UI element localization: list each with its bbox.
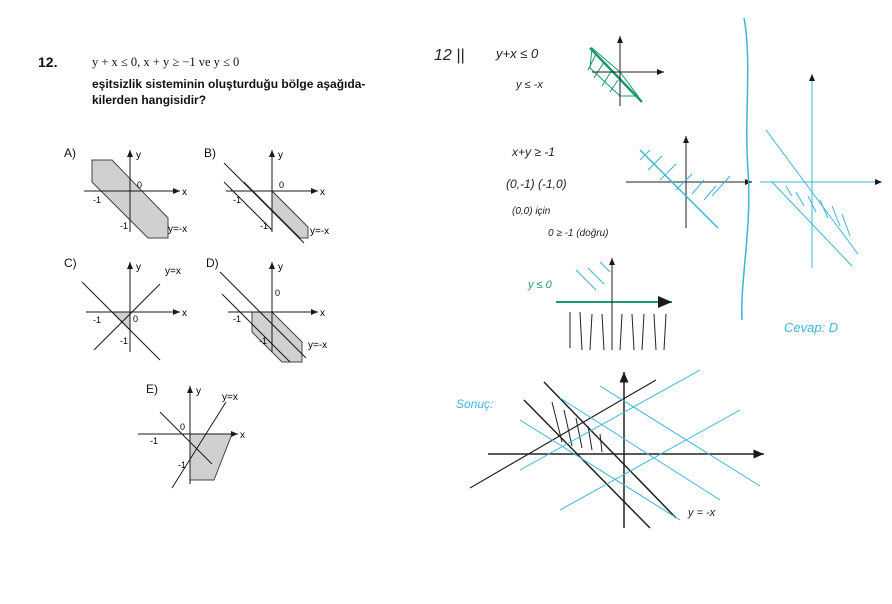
svg-text:y=x: y=x (165, 266, 181, 277)
note-ineq1: y+x ≤ 0 (496, 46, 539, 61)
note-points: (0,-1) (-1,0) (506, 177, 567, 191)
svg-text:0: 0 (133, 314, 139, 324)
option-e-graph (138, 386, 245, 488)
option-c-label[interactable]: C) (64, 256, 77, 270)
svg-text:-1: -1 (150, 436, 159, 446)
option-d-label[interactable]: D) (206, 256, 219, 270)
svg-text:0: 0 (279, 180, 285, 190)
option-b-label[interactable]: B) (204, 146, 216, 160)
svg-text:x: x (320, 187, 325, 198)
note-ineq1b: y ≤ -x (516, 79, 543, 91)
option-d-graph (220, 262, 327, 362)
line-label: y=-x (168, 224, 188, 235)
svg-text:y: y (278, 150, 283, 161)
svg-text:y: y (278, 262, 283, 273)
note-test1: (0,0) için (512, 206, 551, 217)
option-b-graph (224, 150, 329, 243)
handwritten-solution (434, 18, 882, 528)
svg-text:0: 0 (137, 180, 143, 190)
svg-text:-1: -1 (120, 221, 129, 231)
note-answer: Cevap: D (784, 320, 839, 335)
svg-text:y=-x: y=-x (310, 226, 330, 237)
option-c-graph (82, 262, 187, 360)
axis-y-label: y (136, 150, 141, 161)
svg-text:-1: -1 (260, 221, 269, 231)
question-number: 12. (38, 54, 58, 70)
question-text: eşitsizlik sisteminin oluşturduğu bölge aşağıda-kilerden hangisidir? (92, 77, 366, 107)
svg-text:-1: -1 (93, 315, 102, 325)
svg-text:-1: -1 (233, 314, 242, 324)
note-line-label: y = -x (688, 507, 716, 519)
option-a-graph (84, 150, 187, 238)
svg-text:y: y (136, 262, 141, 273)
svg-text:x: x (182, 308, 187, 319)
svg-text:y: y (196, 386, 201, 397)
svg-text:-1: -1 (178, 460, 187, 470)
svg-text:-1: -1 (233, 195, 242, 205)
svg-text:y=-x: y=-x (308, 340, 328, 351)
svg-text:0: 0 (180, 422, 186, 432)
svg-text:x: x (320, 308, 325, 319)
option-a-label[interactable]: A) (64, 146, 76, 160)
svg-text:-1: -1 (93, 195, 102, 205)
note-problem-number: 12 || (434, 47, 465, 64)
svg-text:0: 0 (275, 288, 281, 298)
question-inequalities: y + x ≤ 0, x + y ≥ −1 ve y ≤ 0 (92, 55, 240, 69)
note-result: Sonuç: (456, 397, 494, 411)
note-test2: 0 ≥ -1 (doğru) (548, 228, 609, 239)
svg-text:x: x (240, 430, 245, 441)
svg-text:-1: -1 (120, 336, 129, 346)
svg-text:y=x: y=x (222, 392, 238, 403)
note-ineq2: x+y ≥ -1 (512, 145, 555, 159)
option-e-label[interactable]: E) (146, 382, 158, 396)
note-ineq3: y ≤ 0 (528, 279, 552, 291)
svg-text:-1: -1 (259, 336, 268, 346)
axis-x-label: x (182, 187, 187, 198)
